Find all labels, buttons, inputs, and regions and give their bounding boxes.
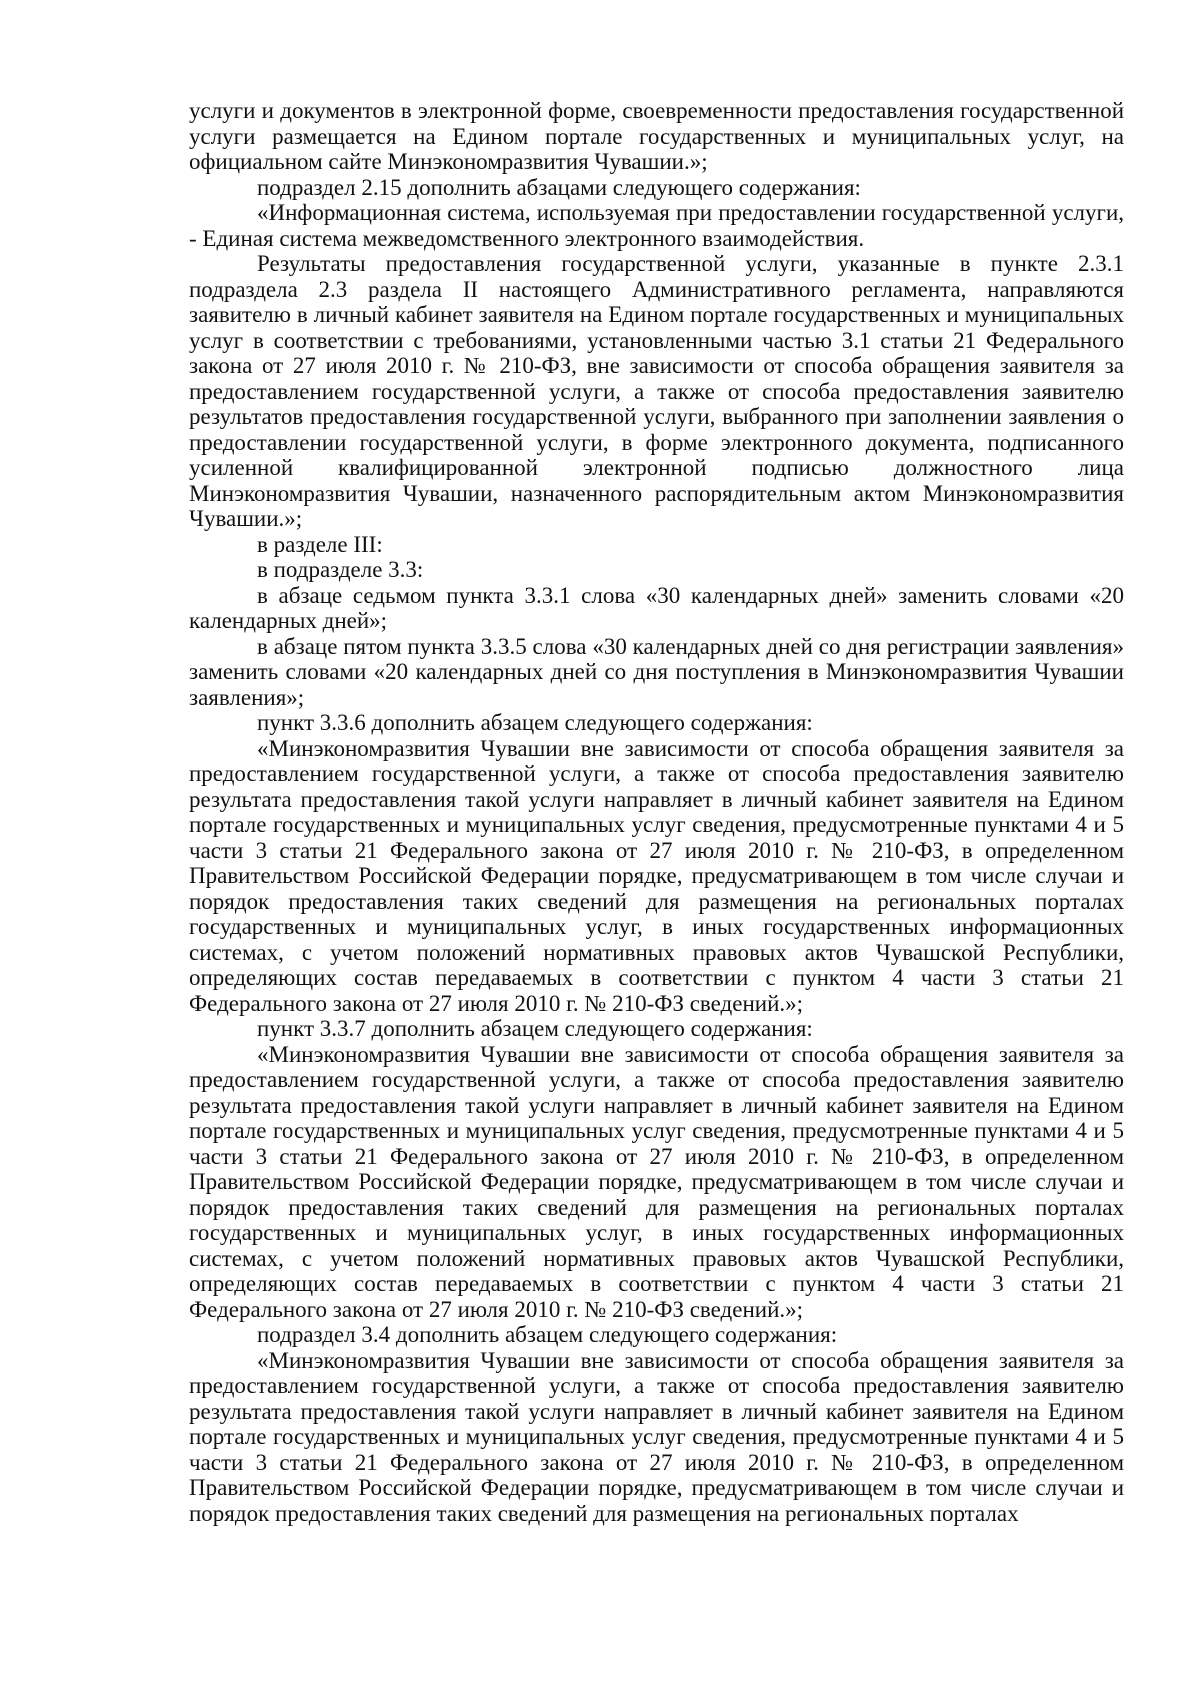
paragraph: в абзаце пятом пункта 3.3.5 слова «30 календарных дней со дня регистрации заявления» заменить словами «20 календарных дней со дня поступления в Минэкономразвития Чувашии заявления»;	[189, 633, 1124, 710]
paragraph: «Минэкономразвития Чувашии вне зависимости от способа обращения заявителя за предоставлением государственной услуги, а также от способа предоставления заявителю результата предоставления такой услуги направляет в личный кабинет заявителя на Едином портале государственных и муниципальных услуг сведения, предусмотренные пунктами 4 и 5 части 3 статьи 21 Федерального закона от 27 июля 2010 г. № 210-ФЗ, в определенном Правительством Российской Федерации порядке, предусматривающем в том числе случаи и порядок предоставления таких сведений для размещения на региональных порталах государственных и муниципальных услуг, в иных государственных информационных системах, с учетом положений нормативных правовых актов Чувашской Республики, определяющих состав передаваемых в соответствии с пунктом 4 части 3 статьи 21 Федерального закона от 27 июля 2010 г. № 210-ФЗ сведений.»;	[189, 1041, 1124, 1322]
paragraph-continuation: услуги и документов в электронной форме, своевременности предоставления государственной услуги размещается на Едином портале государственных и муниципальных услуг, на официальном сайте Минэкономразвития Чувашии.»;	[189, 98, 1124, 174]
paragraph: подраздел 2.15 дополнить абзацами следующего содержания:	[257, 174, 861, 200]
paragraph: пункт 3.3.7 дополнить абзацем следующего содержания:	[257, 1016, 813, 1041]
paragraph: «Информационная система, используемая при предоставлении государственной услуги, - Единая система межведомственного электронного взаимодействия.	[189, 200, 1124, 251]
paragraph: Результаты предоставления государственной услуги, указанные в пункте 2.3.1 подраздела 2.3 раздела II настоящего Административного регламента, направляются заявителю в личный кабинет заявителя на Едином портале государственных и муниципальных услуг в соответствии с требованиями, установленными частью 3.1 статьи 21 Федерального закона от 27 июля 2010 г. № 210-ФЗ, вне зависимости от способа обращения заявителя за предоставлением государственной услуги, а также от способа предоставления заявителю результатов предоставления государственной услуги, выбранного при заполнении заявления о предоставлении государственной услуги, в форме электронного документа, подписанного усиленной квалифицированной электронной подписью должностного лица Минэкономразвития Чувашии, назначенного распорядительным актом Минэкономразвития Чувашии.»;	[189, 251, 1124, 531]
paragraph: подраздел 3.4 дополнить абзацем следующего содержания:	[257, 1322, 838, 1347]
paragraph: «Минэкономразвития Чувашии вне зависимости от способа обращения заявителя за предоставлением государственной услуги, а также от способа предоставления заявителю результата предоставления такой услуги направляет в личный кабинет заявителя на Едином портале государственных и муниципальных услуг сведения, предусмотренные пунктами 4 и 5 части 3 статьи 21 Федерального закона от 27 июля 2010 г. № 210-ФЗ, в определенном Правительством Российской Федерации порядке, предусматривающем в том числе случаи и порядок предоставления таких сведений для размещения на региональных порталах государственных и муниципальных услуг, в иных государственных информационных системах, с учетом положений нормативных правовых актов Чувашской Республики, определяющих состав передаваемых в соответствии с пунктом 4 части 3 статьи 21 Федерального закона от 27 июля 2010 г. № 210-ФЗ сведений.»;	[189, 735, 1124, 1016]
paragraph: в разделе III:	[257, 531, 383, 557]
paragraph: «Минэкономразвития Чувашии вне зависимости от способа обращения заявителя за предоставлением государственной услуги, а также от способа предоставления заявителю результата предоставления такой услуги направляет в личный кабинет заявителя на Едином портале государственных и муниципальных услуг сведения, предусмотренные пунктами 4 и 5 части 3 статьи 21 Федерального закона от 27 июля 2010 г. № 210-ФЗ, в определенном Правительством Российской Федерации порядке, предусматривающем в том числе случаи и порядок предоставления таких сведений для размещения на региональных порталах	[189, 1347, 1124, 1526]
paragraph: в абзаце седьмом пункта 3.3.1 слова «30 календарных дней» заменить словами «20 календарных дней»;	[189, 582, 1124, 633]
document-body	[189, 98, 1124, 1526]
paragraph: пункт 3.3.6 дополнить абзацем следующего содержания:	[257, 710, 813, 735]
paragraph: в подразделе 3.3:	[257, 557, 424, 582]
